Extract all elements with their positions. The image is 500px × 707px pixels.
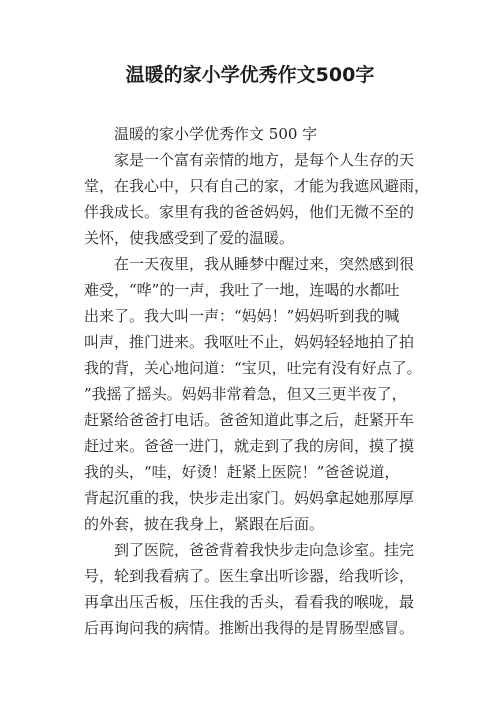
body-line: 赶过来。爸爸一进门，就走到了我的房间，摸了摸 <box>84 437 415 455</box>
body-line: ”我摇了摇头。妈妈非常着急，但又三更半夜了， <box>84 385 407 403</box>
body-line: 出来了。我大叫一声：“妈妈！”妈妈听到我的喊 <box>84 307 400 325</box>
body-line: 背起沉重的我，快步走出家门。妈妈拿起她那厚厚 <box>84 489 415 507</box>
body-line: 温暖的家小学优秀作文 500 字 <box>114 125 318 143</box>
body-line: 赶紧给爸爸打电话。爸爸知道此事之后，赶紧开车 <box>84 411 415 429</box>
body-line: 再拿出压舌板，压住我的舌头，看看我的喉咙，最 <box>84 593 415 611</box>
body-line: 家是一个富有亲情的地方，是每个人生存的天 <box>114 151 415 169</box>
body-line: 我的头，“哇，好烫！赶紧上医院！”爸爸说道， <box>84 463 400 481</box>
body-line: 堂，在我心中，只有自己的家，才能为我遮风避雨， <box>84 177 430 195</box>
body-line: 后再询问我的病情。推断出我得的是胃肠型感冒。 <box>84 619 415 637</box>
body-line: 号，轮到我看病了。医生拿出听诊器，给我听诊， <box>84 567 415 585</box>
body-line: 伴我成长。家里有我的爸爸妈妈，他们无微不至的 <box>84 203 415 221</box>
body-line: 的外套，披在我身上，紧跟在后面。 <box>84 515 325 533</box>
body-line: 关怀，使我感受到了爱的温暖。 <box>84 229 295 247</box>
body-line: 难受，“哗”的一声，我吐了一地，连喝的水都吐 <box>84 281 400 299</box>
body-line: 我的背，关心地问道：“宝贝，吐完有没有好点了。 <box>84 359 422 377</box>
document-title: 温暖的家小学优秀作文500字 <box>125 64 375 86</box>
document-body <box>84 121 430 641</box>
body-line: 在一天夜里，我从睡梦中醒过来，突然感到很 <box>114 255 415 273</box>
body-line: 叫声，推门进来。我呕吐不止，妈妈轻轻地拍了拍 <box>84 333 415 351</box>
body-line: 到了医院，爸爸背着我快步走向急诊室。挂完 <box>114 541 415 559</box>
